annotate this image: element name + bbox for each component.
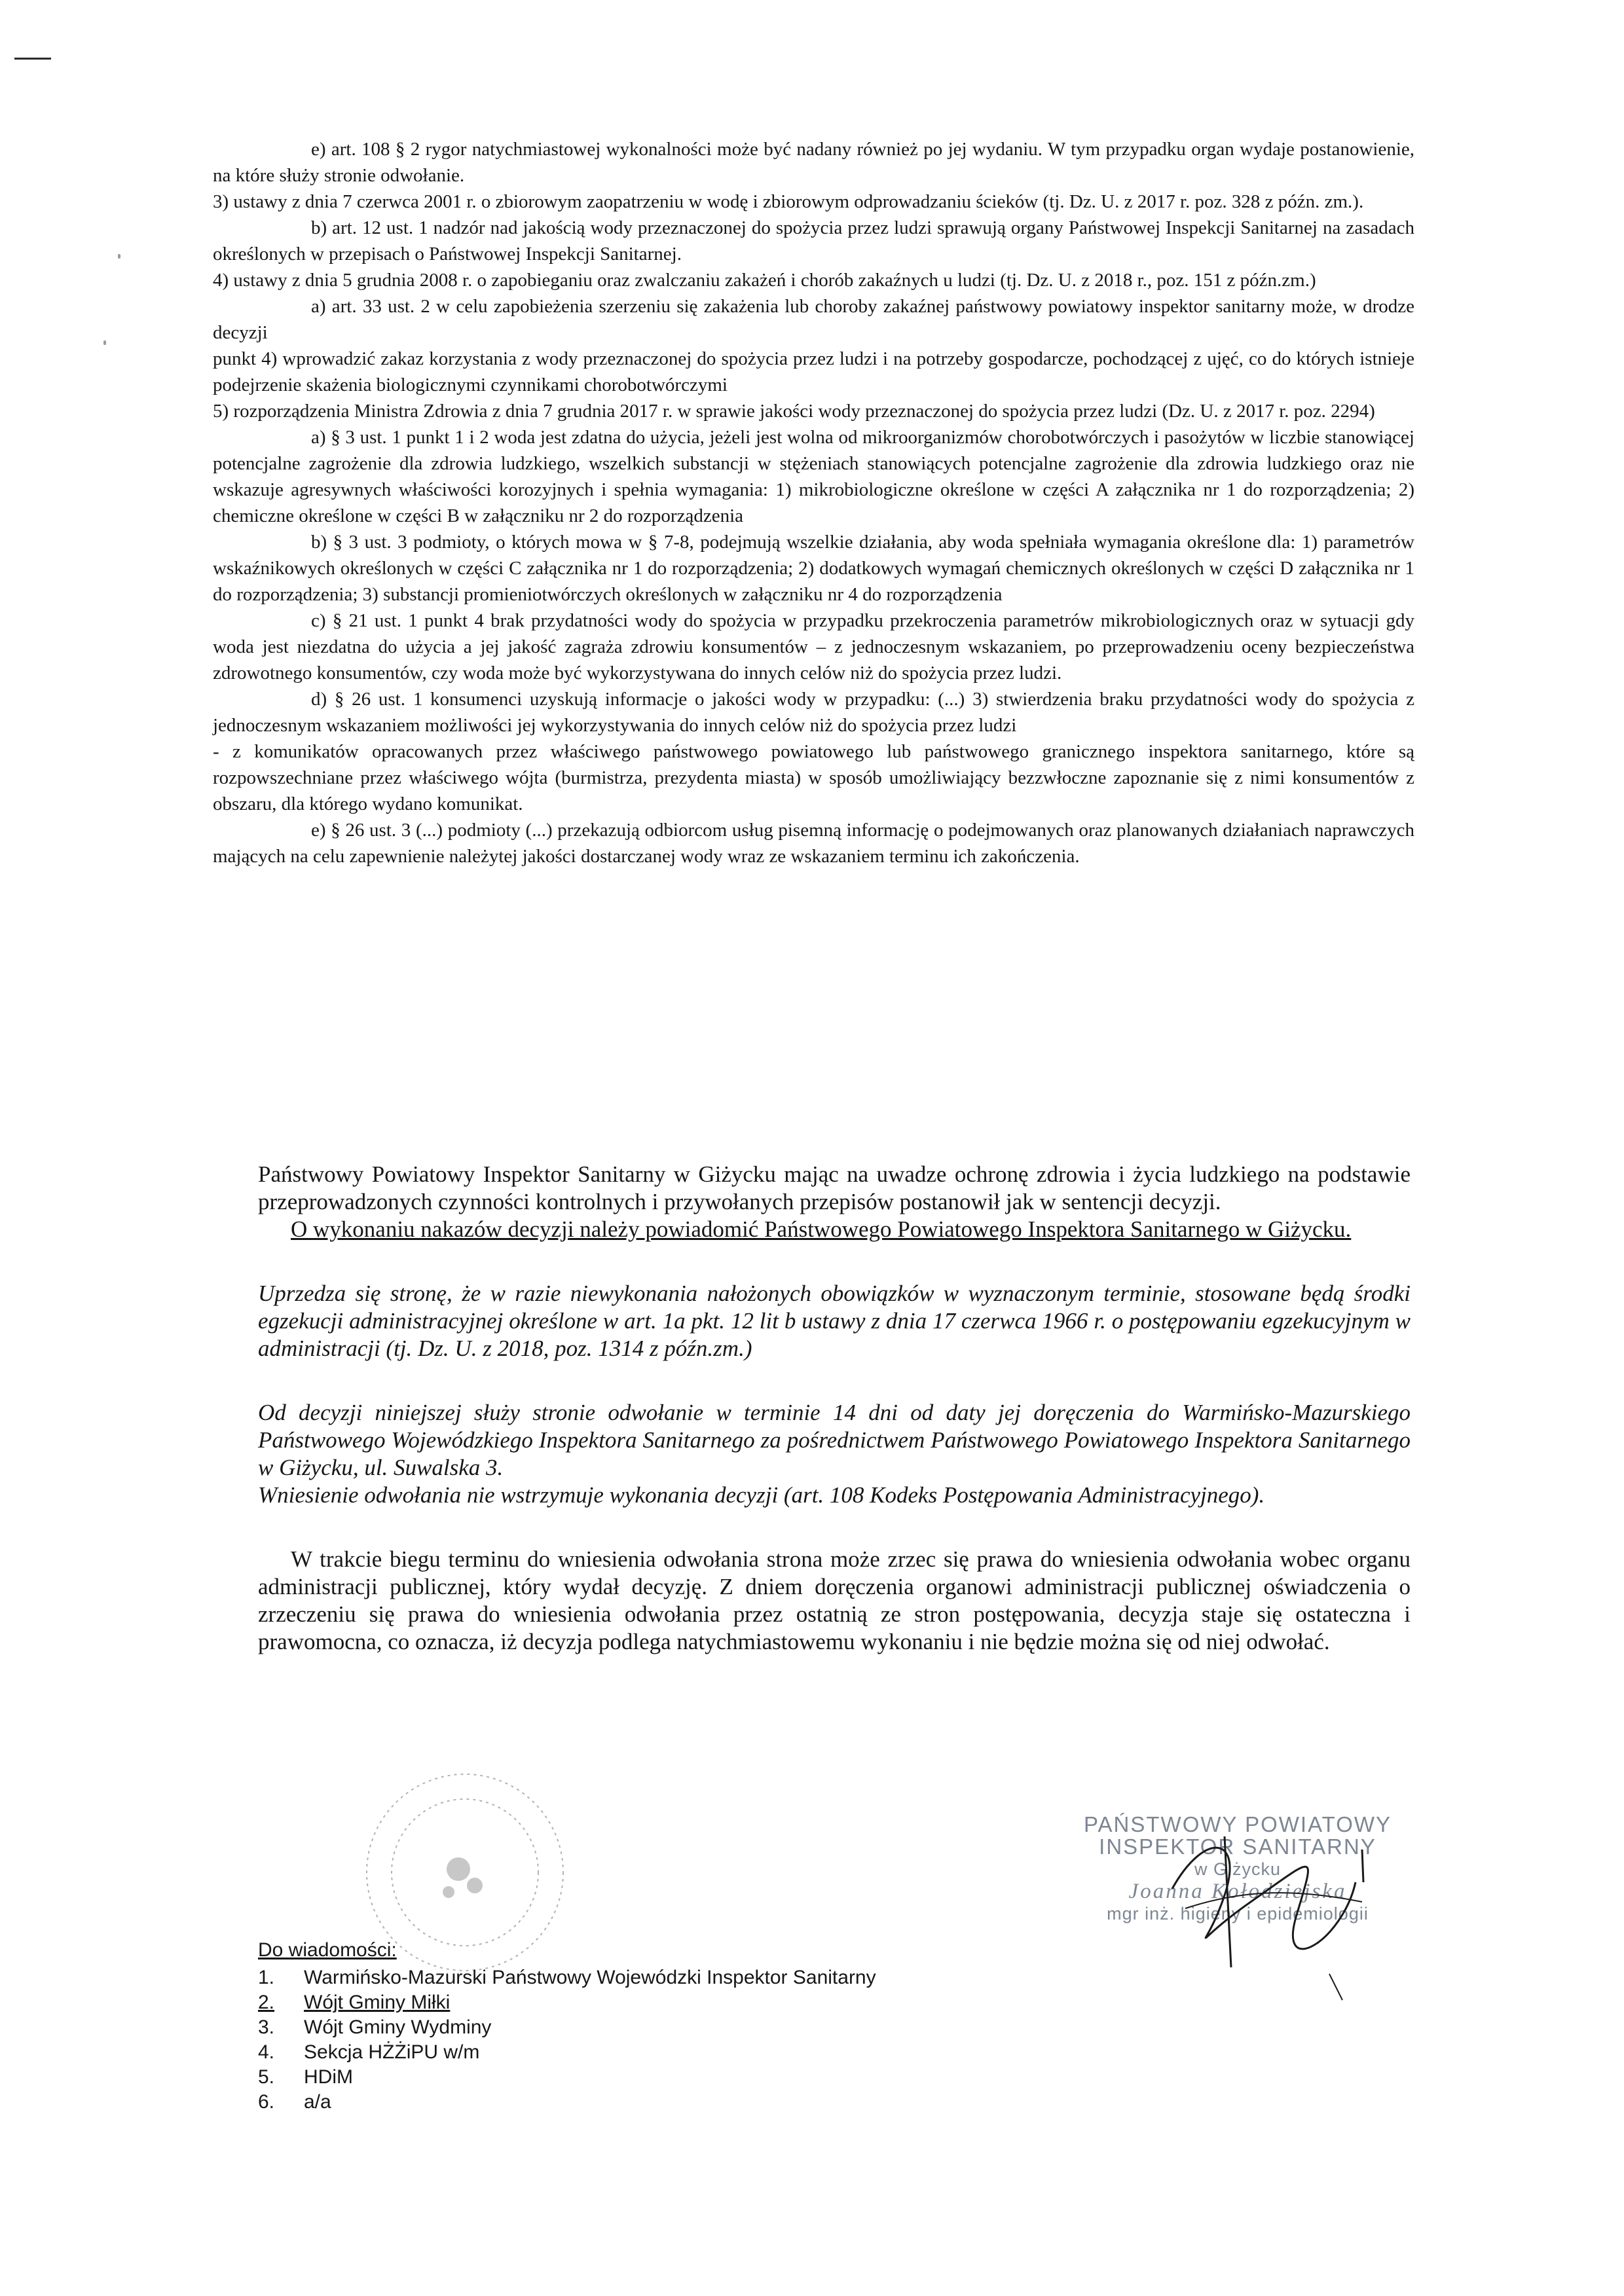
legal-paragraph: - z komunikatów opracowanych przez właściwego państwowego powiatowego lub państwowego granicznego inspektora sanitarnego, które są rozpowszechniane przez właściwego wójta (burmistrza, prezydenta miasta) w sposób umożliwiający bezzwłoczne zapoznanie się z nimi konsumentów z obszaru, dla którego wydano komunikat. — [213, 741, 1414, 814]
appeal-suspension-note: Wniesienie odwołania nie wstrzymuje wykonania decyzji (art. 108 Kodeks Postępowania Administracyjnego). — [258, 1482, 1265, 1508]
legal-paragraph: b) art. 12 ust. 1 nadzór nad jakością wody przeznaczonej do spożycia przez ludzi sprawują organy Państwowej Inspekcji Sanitarnej na zasadach określonych w przepisach o Państwowej Inspekcji Sanitarnej. — [213, 217, 1414, 264]
recipient-item — [258, 2040, 1044, 2065]
enforcement-warning: Uprzedza się stronę, że w razie niewykonania nałożonych obowiązków w wyznaczonym terminie, stosowane będą środki egzekucji administracyjnej określone w art. 1a pkt. 12 lit b ustawy z dnia 17 czerwca 1966 r. o postępowaniu egzekucyjnym w administracji (tj. Dz. U. z 2018, poz. 1314 z późn.zm.) — [258, 1281, 1411, 1361]
recipient-name: a/a — [304, 2091, 331, 2113]
legal-paragraph: 4) ustawy z dnia 5 grudnia 2008 r. o zapobieganiu oraz zwalczaniu zakażeń i chorób zakaźnych u ludzi (tj. Dz. U. z 2018 r., poz. 151 z późn.zm.) — [213, 270, 1316, 291]
recipient-name: Sekcja HŻŻiPU w/m — [304, 2041, 480, 2063]
stamp-signatory-name: Joanna Kołodziejska — [1128, 1880, 1347, 1903]
legal-paragraph: c) § 21 ust. 1 punkt 4 brak przydatności wody do spożycia w przypadku przekroczenia parametrów mikrobiologicznych oraz w sytuacji gdy woda jest niezdatna do użycia a jej jakość zagraża zdrowiu konsumentów – z jednoczesnym wskazaniem, po przeprowadzeniu oceny bezpieczeństwa zdrowotnego konsumentów, czy woda może być wykorzystywana do innych celów niż do spożycia przez ludzi. — [213, 610, 1414, 683]
handwritten-signature — [1146, 1810, 1395, 2007]
recipient-item — [258, 2065, 1044, 2090]
legal-paragraph: e) art. 108 § 2 rygor natychmiastowej wykonalności może być nadany również po jej wydaniu. W tym przypadku organ wydaje postanowienie, na które służy stronie odwołanie. — [213, 139, 1414, 186]
legal-paragraph: d) § 26 ust. 1 konsumenci uzyskują informacje o jakości wody w przypadku: (...) 3) stwierdzenia braku przydatności wody do spożycia z jednoczesnym wskazaniem możliwości jej wykorzystywania do innych celów niż do spożycia przez ludzi — [213, 689, 1414, 736]
recipient-number: 3. — [258, 2016, 275, 2038]
recipient-item — [258, 1965, 1044, 1990]
recipients-header: Do wiadomości: — [258, 1939, 397, 1961]
decision-conclusion — [258, 1161, 1411, 1656]
recipient-item — [258, 2015, 1044, 2040]
recipient-name: Wójt Gminy Wydminy — [304, 2016, 492, 2038]
legal-paragraph: b) § 3 ust. 3 podmioty, o których mowa w § 7-8, podejmują wszelkie działania, aby woda spełniała wymagania określone dla: 1) parametrów wskaźnikowych określonych w części C załącznika nr 1 do rozporządzenia; 2) dodatkowych wymagań chemicznych określonych w części D załącznika nr 1 do rozporządzenia; 3) substancji promieniotwórczych określonych w załączniku nr 4 do rozporządzenia — [213, 532, 1414, 605]
recipient-number: 6. — [258, 2091, 275, 2113]
recipient-name: Warmińsko-Mazurski Państwowy Wojewódzki Inspektor Sanitarny — [304, 1967, 876, 1988]
recipient-name: Wójt Gminy Miłki — [304, 1992, 451, 2013]
legal-basis-section — [213, 136, 1414, 869]
recipient-number: 1. — [258, 1967, 275, 1988]
corner-mark — [14, 58, 51, 60]
appeal-waiver-note: W trakcie biegu terminu do wniesienia odwołania strona może zrzec się prawa do wniesienia odwołania wobec organu administracji publicznej, który wydał decyzję. Z dniem doręczenia organowi administracji publicznej oświadczenia o zrzeczeniu się prawa do wniesienia odwołania przez ostatnią ze stron postępowania, decyzja staje się ostateczna i prawomocna, co oznacza, iż decyzja podlega natychmiastowemu wykonaniu i nie będzie można się od niej odwołać. — [258, 1546, 1411, 1654]
stamp-signatory-title: mgr inż. higieny i epidemiologii — [1107, 1904, 1369, 1923]
stamp-line: w Giżycku — [1194, 1859, 1282, 1879]
recipient-number: 5. — [258, 2066, 275, 2088]
recipients-list — [258, 1938, 1044, 2115]
notification-instruction: O wykonaniu nakazów decyzji należy powiadomić Państwowego Powiatowego Inspektora Sanitarnego w Giżycku. — [291, 1216, 1352, 1242]
legal-paragraph: 5) rozporządzenia Ministra Zdrowia z dnia 7 grudnia 2017 r. w sprawie jakości wody przeznaczonej do spożycia przez ludzi (Dz. U. z 2017 r. poz. 2294) — [213, 401, 1375, 422]
stamp-line: PAŃSTWOWY POWIATOWY — [1083, 1812, 1392, 1836]
recipient-item — [258, 2090, 1044, 2115]
legal-paragraph: 3) ustawy z dnia 7 czerwca 2001 r. o zbiorowym zaopatrzeniu w wodę i zbiorowym odprowadzaniu ścieków (tj. Dz. U. z 2017 r. poz. 328 z późn. zm.). — [213, 191, 1364, 212]
recipient-item — [258, 1990, 1044, 2015]
appeal-instruction: Od decyzji niniejszej służy stronie odwołanie w terminie 14 dni od daty jej doręczenia do Warmińsko-Mazurskiego Państwowego Wojewódzkiego Inspektora Sanitarnego za pośrednictwem Państwowego Powiatowego Inspektora Sanitarnego w Giżycku, ul. Suwalska 3. — [258, 1400, 1411, 1480]
legal-paragraph: a) art. 33 ust. 2 w celu zapobieżenia szerzeniu się zakażenia lub choroby zakaźnej państwowy powiatowy inspektor sanitarny może, w drodze decyzji — [213, 296, 1414, 343]
recipient-number: 2. — [258, 1992, 275, 2013]
legal-paragraph: punkt 4) wprowadzić zakaz korzystania z wody przeznaczonej do spożycia przez ludzi i na potrzeby gospodarcze, pochodzącej z ujęć, co do których istnieje podejrzenie skażenia biologicznymi czynnikami chorobotwórczymi — [213, 348, 1414, 395]
legal-paragraph: e) § 26 ust. 3 (...) podmioty (...) przekazują odbiorcom usług pisemną informację o podejmowanych oraz planowanych działaniach naprawczych mających na celu zapewnienie należytej jakości dostarczanej wody wraz ze wskazaniem terminu ich zakończenia. — [213, 820, 1414, 867]
scan-speck — [103, 340, 106, 345]
recipient-number: 4. — [258, 2041, 275, 2063]
recipient-name: HDiM — [304, 2066, 353, 2088]
decision-statement: Państwowy Powiatowy Inspektor Sanitarny w Giżycku mając na uwadze ochronę zdrowia i życia ludzkiego na podstawie przeprowadzonych czynności kontrolnych i przywołanych przepisów postanowił jak w sentencji decyzji. — [258, 1161, 1411, 1214]
stamp-line: INSPEKTOR SANITARNY — [1099, 1834, 1376, 1859]
legal-paragraph: a) § 3 ust. 1 punkt 1 i 2 woda jest zdatna do użycia, jeżeli jest wolna od mikroorganizmów chorobotwórczych i pasożytów w liczbie stanowiącej potencjalne zagrożenie dla zdrowia ludzkiego, wszelkich substancji w stężeniach stanowiących potencjalne zagrożenie dla zdrowia ludzkiego oraz nie wskazuje agresywnych właściwości korozyjnych i spełnia wymagania: 1) mikrobiologiczne określone w części A załącznika nr 1 do rozporządzenia; 2) chemiczne określone w części B w załączniku nr 2 do rozporządzenia — [213, 427, 1414, 526]
scan-speck — [118, 254, 120, 259]
